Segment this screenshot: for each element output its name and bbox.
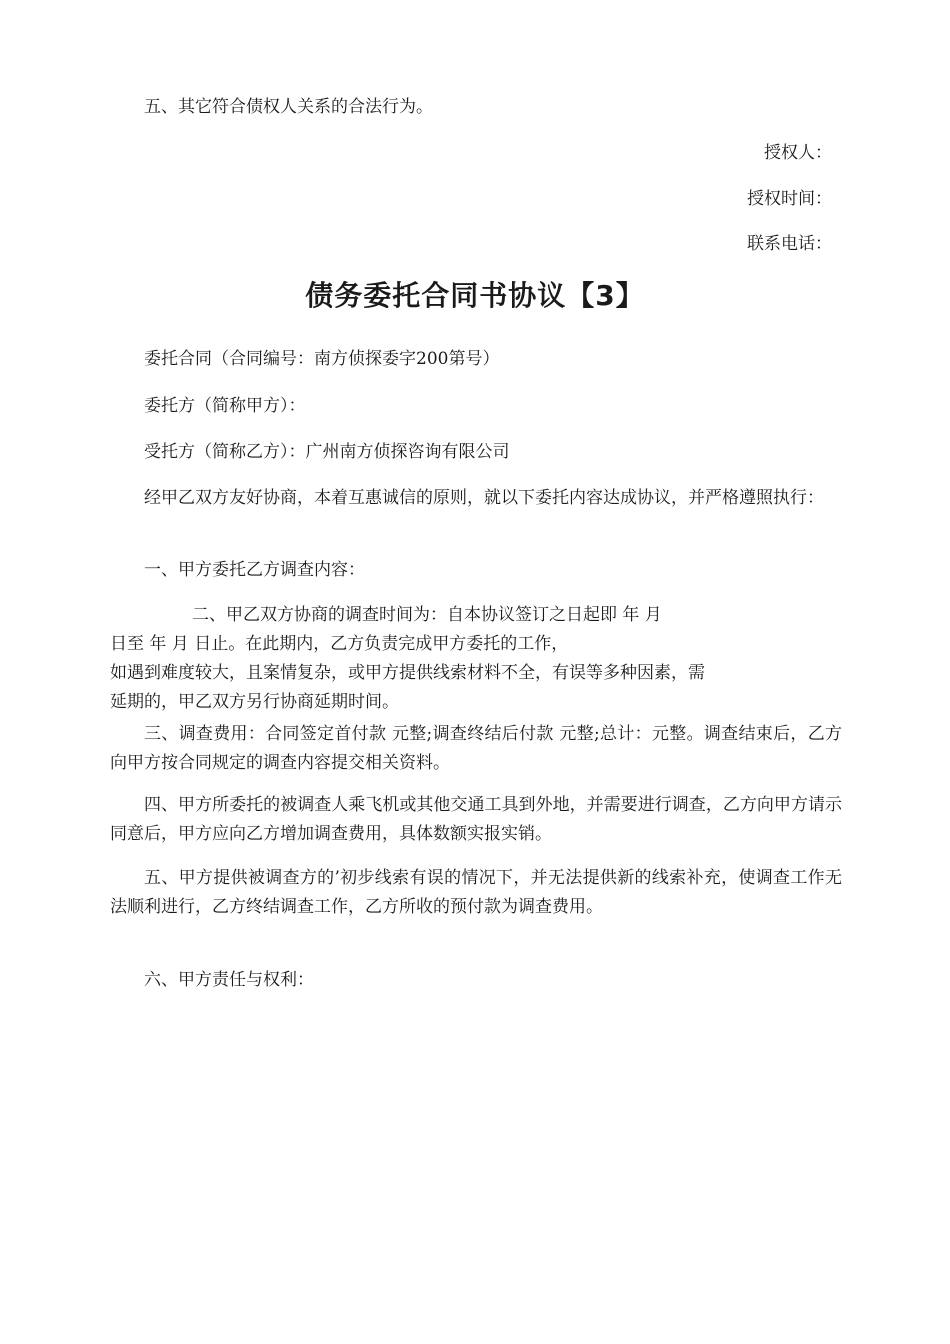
clause-2-line-4: 延期的，甲乙双方另行协商延期时间。	[110, 692, 399, 712]
signature-phone: 联系电话：	[747, 234, 832, 254]
clause-2-line-1: 二、甲乙双方协商的调查时间为：自本协议签订之日起即 年 月	[192, 605, 662, 625]
clause-5: 五、甲方提供被调查方的’初步线索有误的情况下，并无法提供新的线索补充，使调查工作无法顺利进行，乙方终结调查工作，乙方所收的预付款为调查费用。	[110, 868, 842, 917]
clause-2	[110, 601, 842, 717]
document-title: 债务委托合同书协议【3】	[305, 279, 645, 312]
clause-4: 四、甲方所委托的被调查人乘飞机或其他交通工具到外地，并需要进行调查，乙方向甲方请示同意后，甲方应向乙方增加调查费用，具体数额实报实销。	[110, 795, 842, 844]
clause-2-line-3: 如遇到难度较大，且案情复杂，或甲方提供线索材料不全，有误等多种因素，需	[110, 663, 705, 683]
clause-6: 六、甲方责任与权利：	[144, 970, 314, 990]
signature-authorizer: 授权人：	[764, 143, 832, 163]
signature-auth-time: 授权时间：	[747, 189, 832, 209]
party-a: 委托方（简称甲方）：	[144, 396, 306, 416]
party-b: 受托方（简称乙方）：广州南方侦探咨询有限公司	[144, 442, 510, 462]
clause-2-line-2: 日至 年 月 日止。在此期内，乙方负责完成甲方委托的工作，	[110, 634, 569, 654]
clause-3: 三、调查费用：合同签定首付款 元整;调查终结后付款 元整;总计：元整。调查结束后，乙方向甲方按合同规定的调查内容提交相关资料。	[110, 724, 842, 773]
top-item: 五、其它符合债权人关系的合法行为。	[144, 97, 433, 117]
contract-number: 委托合同（合同编号：南方侦探委字200第号）	[144, 349, 500, 369]
clause-1: 一、甲方委托乙方调查内容：	[144, 560, 365, 580]
intro-paragraph: 经甲乙双方友好协商，本着互惠诚信的原则，就以下委托内容达成协议，并严格遵照执行：	[144, 488, 824, 508]
